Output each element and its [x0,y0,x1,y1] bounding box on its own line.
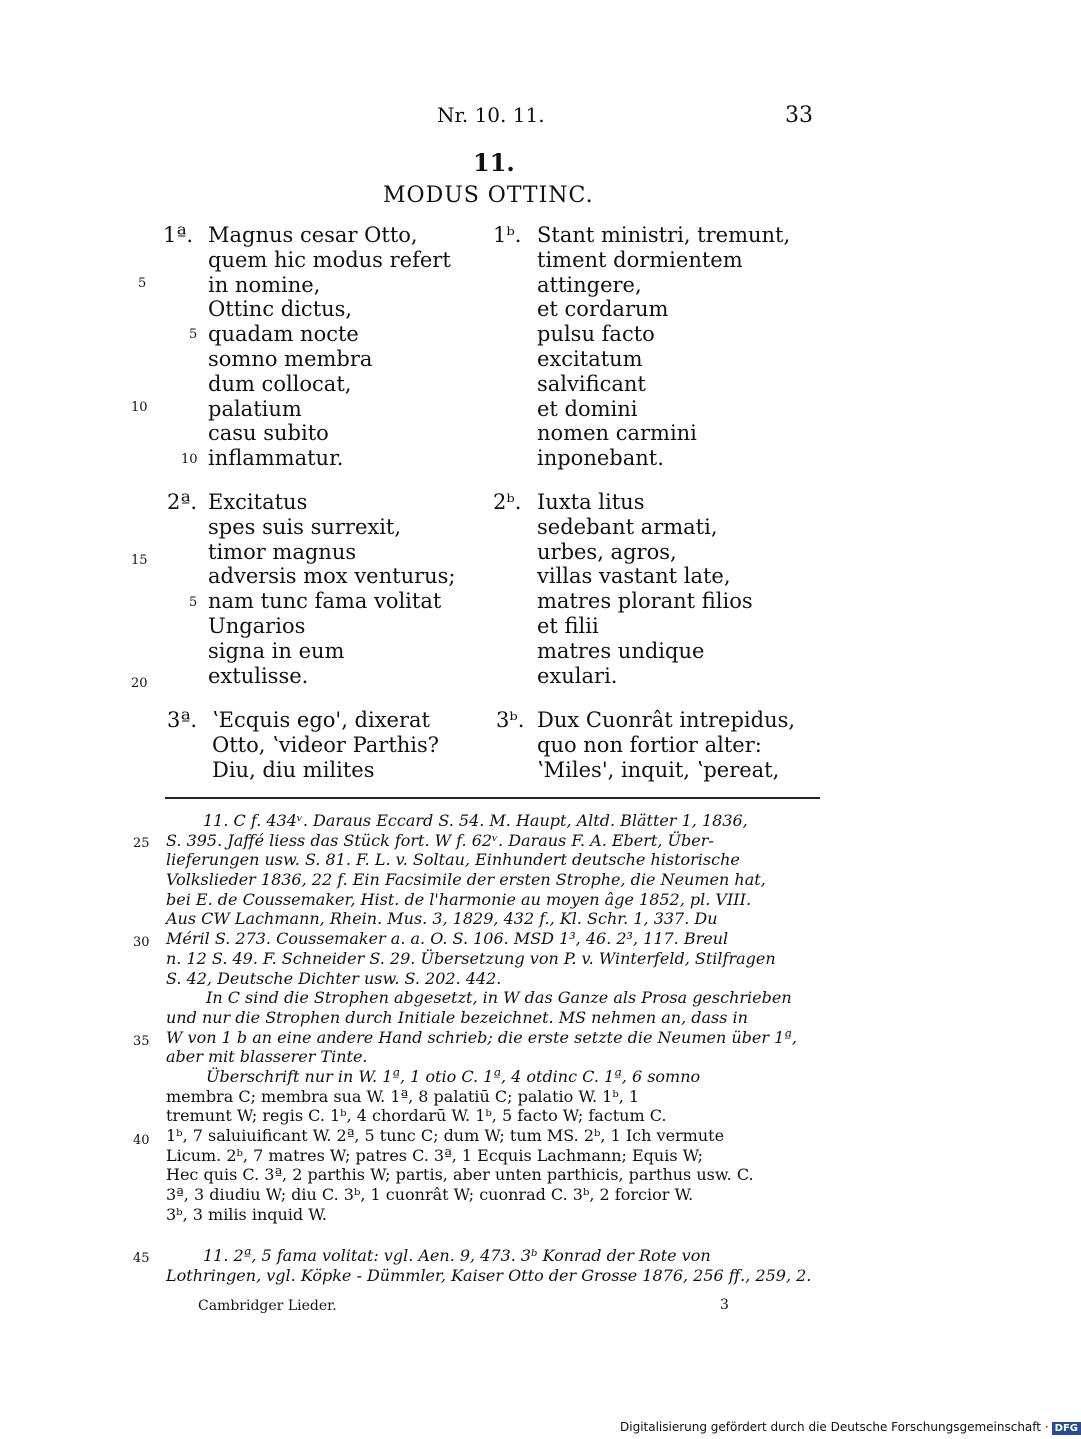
apparatus-line: 11. C f. 434ᵛ. Daraus Eccard S. 54. M. Haupt, Altd. Blätter 1, 1836, [203,811,748,830]
credit-text: Digitalisierung gefördert durch die Deutsche Forschungsgemeinschaft · [620,1420,1049,1434]
dfg-logo: DFG [1052,1422,1081,1435]
verse-line: attingere, [537,272,642,297]
verse-line: ʽEcquis ego', dixerat [212,708,430,732]
stanza-2a [208,490,456,688]
verse-line: Magnus cesar Otto, [208,223,418,247]
verse-line: Ungarios [208,613,306,638]
verse-line: urbes, agros, [537,539,677,564]
digitization-credit [620,1420,1081,1435]
stanza-mark-2b: 2ᵇ. [493,490,522,514]
verse-line: adversis mox venturus; [208,564,456,589]
poem-title: MODUS OTTINC. [383,183,594,208]
verse-line: spes suis surrexit, [208,514,402,539]
apparatus [166,811,797,1224]
verse-line: exulari. [537,663,618,688]
stanza-mark-3b: 3ᵇ. [496,708,525,732]
apparatus-line: und nur die Strophen durch Initiale bezeichnet. MS nehmen an, dass in [166,1007,748,1027]
verse-line: timor magnus [208,539,357,564]
apparatus-line: S. 395. Jaffé liess das Stück fort. W f. 62ᵛ. Daraus F. A. Ebert, Über- [166,830,714,850]
stanza-line-number: 5 [189,327,198,342]
apparatus-line: tremunt W; regis C. 1ᵇ, 4 chordarū W. 1ᵇ, 5 facto W; factum C. [166,1106,667,1126]
apparatus-line: 1ᵇ, 7 saluiuificant W. 2ª, 5 tunc C; dum W; tum MS. 2ᵇ, 1 Ich vermute [166,1126,725,1145]
verse-line: et domini [537,396,638,421]
verse-line: timent dormientem [537,247,743,272]
apparatus-line: Hec quis C. 3ª, 2 parthis W; partis, aber unten parthicis, parthus usw. C. [166,1165,754,1185]
commentary [166,1246,811,1285]
stanza-1b [537,223,790,471]
apparatus-line: aber mit blasserer Tinte. [166,1047,368,1067]
running-title: Nr. 10. 11. [437,103,545,127]
margin-line-number: 10 [131,400,148,415]
verse-line: extulisse. [208,663,309,688]
stanza-mark-3a: 3ª. [167,708,198,732]
apparatus-line: W von 1 b an eine andere Hand schrieb; die erste setzte die Neumen über 1ª, [166,1027,797,1047]
verse-line: ʽMiles', inquit, ʽpereat, [537,757,780,782]
poem-number: 11. [473,148,515,177]
apparatus-line: Licum. 2ᵇ, 7 matres W; patres C. 3ª, 1 Ecquis Lachmann; Equis W; [166,1145,704,1165]
apparatus-line: Volkslieder 1836, 22 f. Ein Facsimile der ersten Strophe, die Neumen hat, [166,870,766,890]
commentary-line: Lothringen, vgl. Köpke - Dümmler, Kaiser Otto der Grosse 1876, 256 ff., 259, 2. [166,1265,812,1285]
stanza-2b [537,490,753,688]
margin-line-number: 30 [133,935,150,950]
verse-line: palatium [208,396,302,421]
verse-line: salvificant [537,371,646,396]
stanza-3b [537,708,795,782]
signature-number: 3 [720,1297,729,1313]
apparatus-line: Méril S. 273. Coussemaker a. a. O. S. 106. MSD 1³, 46. 2³, 117. Breul [166,929,729,949]
stanza-mark-1b: 1ᵇ. [493,223,522,247]
verse-line: nam tunc fama volitat [208,589,442,614]
verse-line: et filii [537,613,599,638]
apparatus-line: bei E. de Coussemaker, Hist. de l'harmonie au moyen âge 1852, pl. VIII. [166,889,752,909]
verse-line: Ottinc dictus, [208,297,353,322]
verse-line: dum collocat, [208,371,352,396]
stanza-mark-2a: 2ª. [167,490,198,514]
margin-line-number: 25 [133,836,150,851]
verse-line: matres plorant filios [537,589,753,614]
verse-line: Excitatus [208,490,308,514]
commentary-line: 11. 2ª, 5 fama volitat: vgl. Aen. 9, 473. 3ᵇ Konrad der Rote von [203,1246,711,1265]
apparatus-line: n. 12 S. 49. F. Schneider S. 29. Übersetzung von P. v. Winterfeld, Stilfragen [166,948,776,968]
stanza-line-number: 10 [181,452,198,467]
footnote-separator [165,797,820,799]
apparatus-line: 3ª, 3 diudiu W; diu C. 3ᵇ, 1 cuonrât W; cuonrad C. 3ᵇ, 2 forcior W. [166,1185,694,1205]
verse-line: matres undique [537,638,705,663]
stanza-line-number: 5 [189,595,198,610]
verse-line: in nomine, [208,272,321,297]
verse-line: inflammatur. [208,446,344,471]
verse-line: signa in eum [208,638,345,663]
apparatus-line: S. 42, Deutsche Dichter usw. S. 202. 442. [166,968,502,988]
verse-line: Iuxta litus [537,490,645,514]
verse-line: villas vastant late, [537,564,731,589]
verse-line: et cordarum [537,297,669,322]
verse-line: nomen carmini [537,421,697,446]
margin-line-number: 40 [133,1133,150,1148]
margin-line-number: 20 [131,676,148,691]
apparatus-line: Aus CW Lachmann, Rhein. Mus. 3, 1829, 432 f., Kl. Schr. 1, 337. Du [166,909,718,929]
verse-line: inponebant. [537,446,664,471]
apparatus-line: membra C; membra sua W. 1ª, 8 palatiū C; palatio W. 1ᵇ, 1 [166,1086,640,1106]
margin-line-number: 35 [133,1034,150,1049]
verse-line: quadam nocte [208,322,359,347]
margin-line-number: 15 [131,553,148,568]
verse-line: Stant ministri, tremunt, [537,223,791,247]
verse-line: sedebant armati, [537,514,718,539]
stanza-3a [212,708,439,782]
apparatus-line: 3ᵇ, 3 milis inquid W. [166,1204,327,1224]
verse-line: Dux Cuonrât intrepidus, [537,708,796,732]
margin-line-number: 5 [138,276,147,291]
margin-line-number: 45 [133,1251,150,1266]
verse-line: somno membra [208,346,373,371]
apparatus-line: lieferungen usw. S. 81. F. L. v. Soltau, Einhundert deutsche historische [166,850,740,870]
verse-line: Otto, ʽvideor Parthis? [212,732,440,757]
verse-line: pulsu facto [537,322,655,347]
signature-label: Cambridger Lieder. [198,1298,337,1314]
verse-line: quem hic modus refert [208,247,451,272]
apparatus-line: In C sind die Strophen abgesetzt, in W das Ganze als Prosa geschrieben [206,988,792,1008]
verse-line: casu subito [208,421,329,446]
verse-line: quo non fortior alter: [537,732,762,757]
verse-line: Diu, diu milites [212,757,375,782]
stanza-mark-1a: 1ª. [163,223,194,247]
apparatus-line: Überschrift nur in W. 1ª, 1 otio C. 1ª, 4 otdinc C. 1ª, 6 somno [206,1066,701,1086]
stanza-1a [208,223,451,471]
page-number: 33 [785,103,813,128]
verse-line: excitatum [537,346,643,371]
